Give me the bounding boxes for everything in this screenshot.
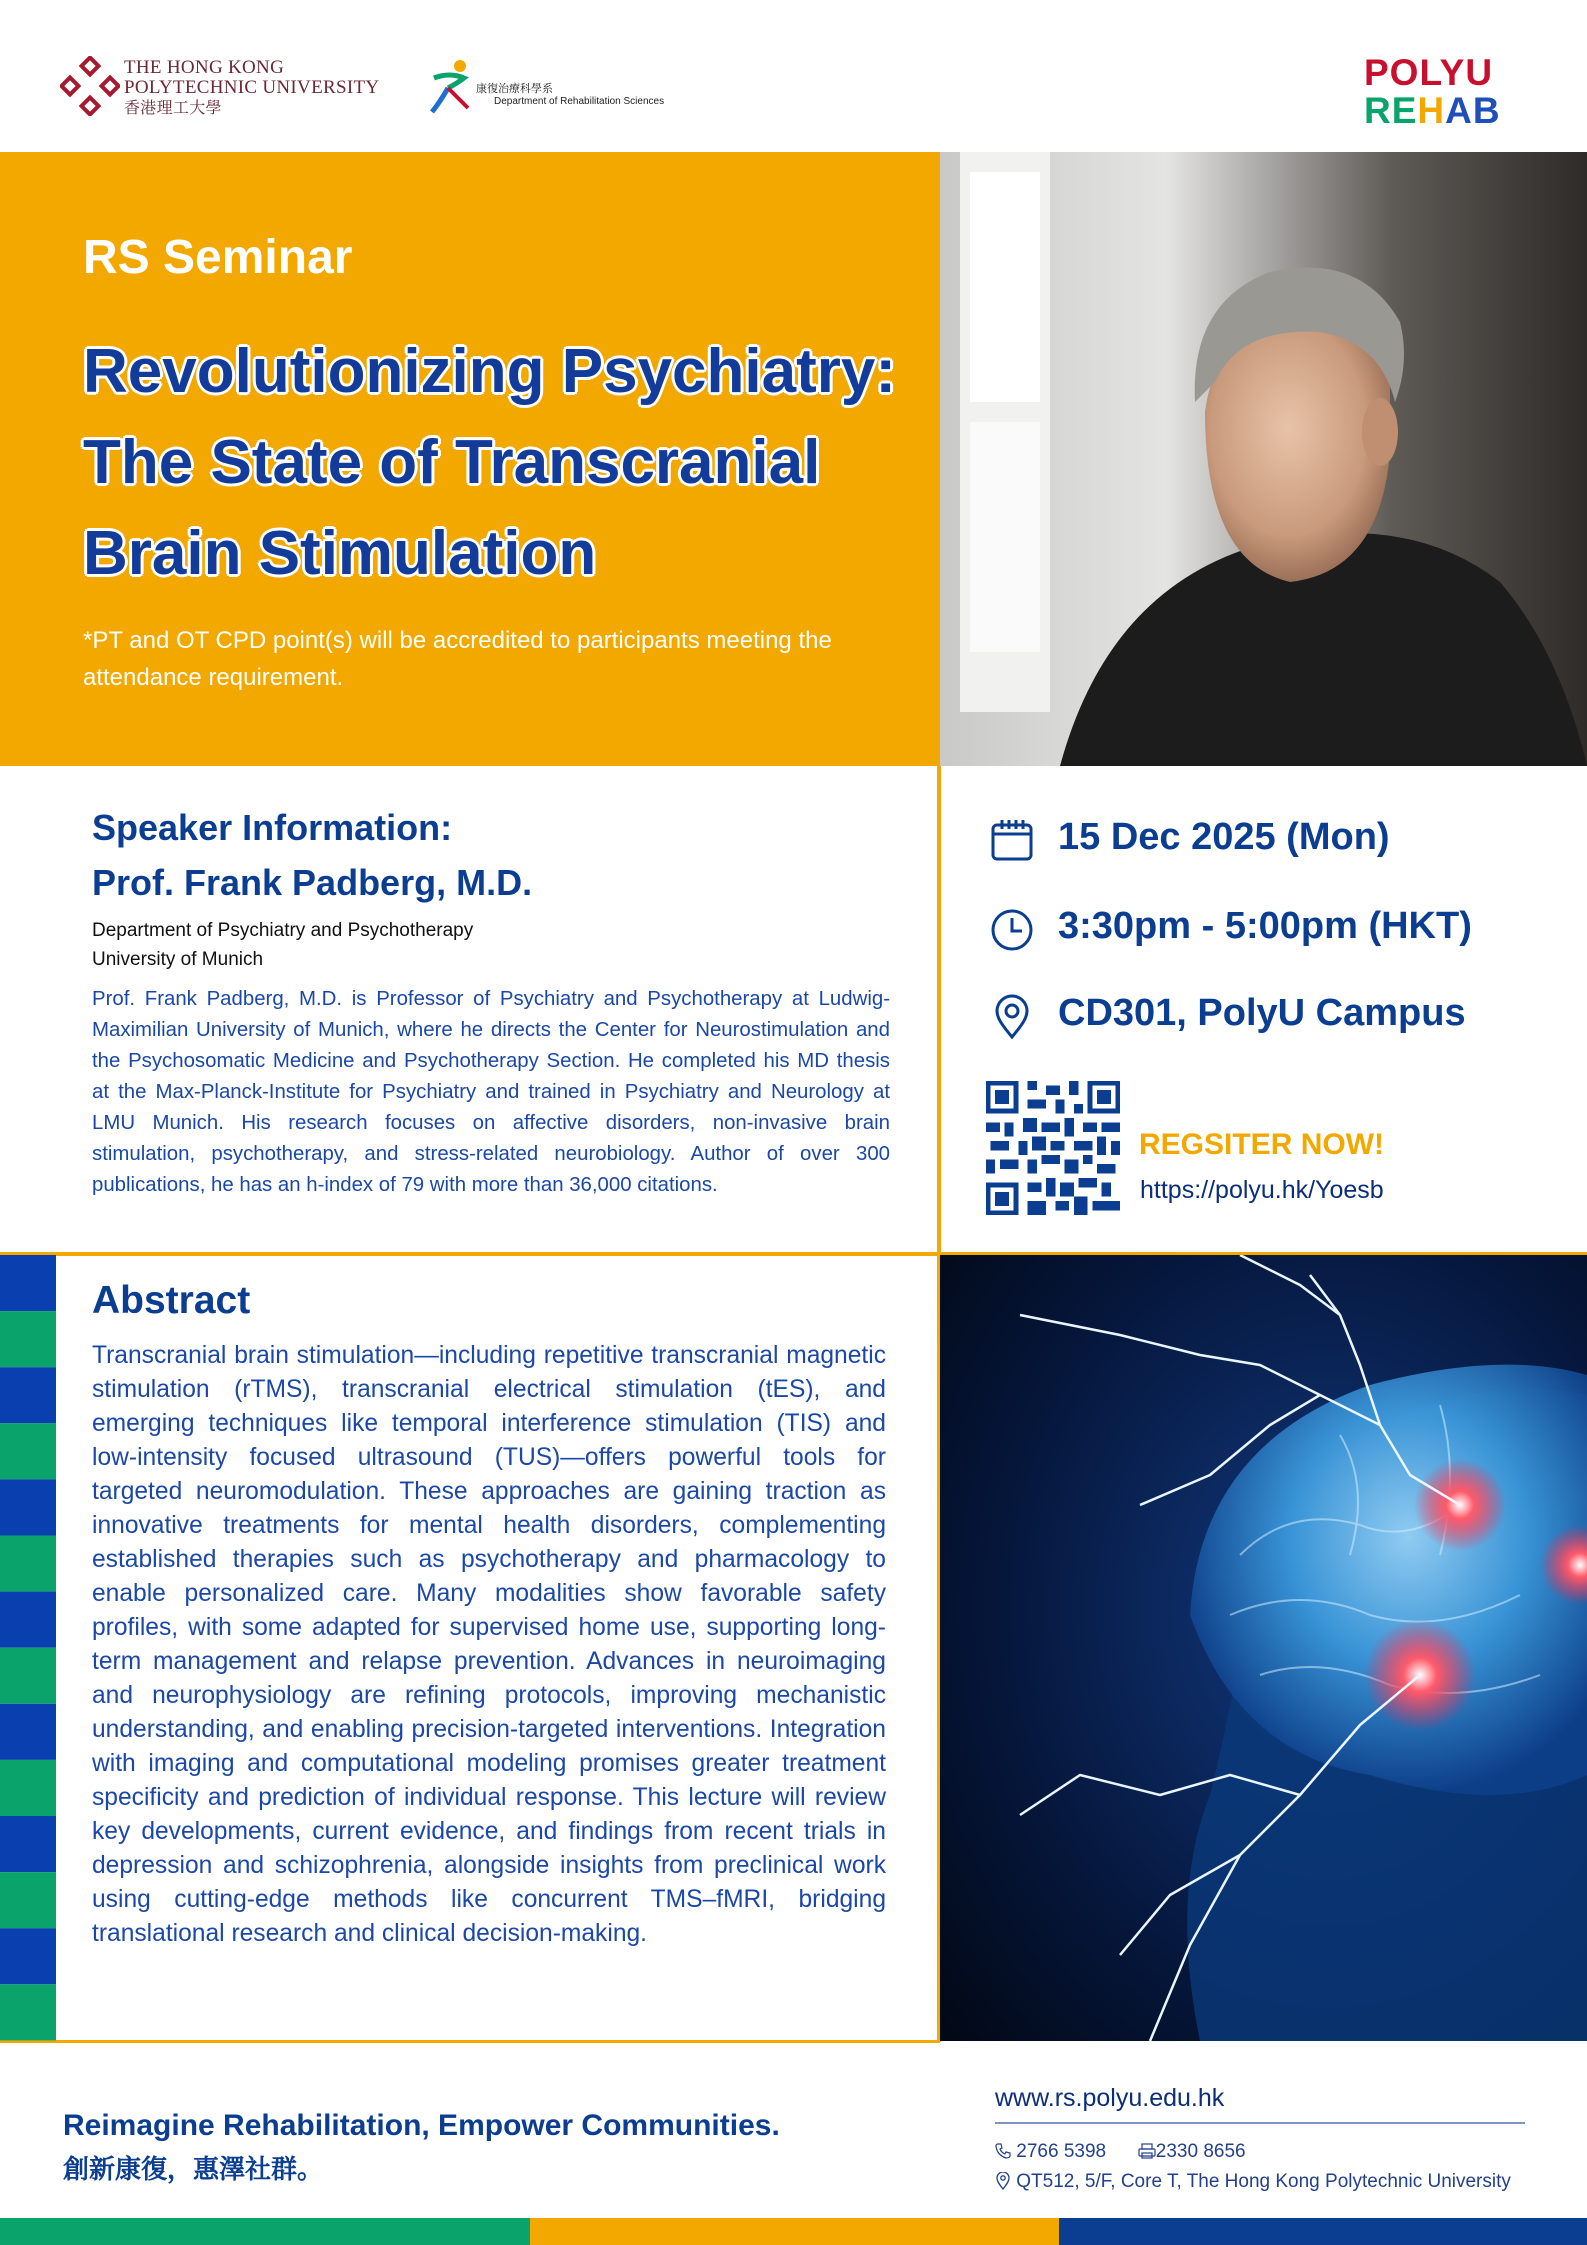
brand-line2 — [1364, 92, 1501, 130]
cpd-note: *PT and OT CPD point(s) will be accredited to participants meeting the attendance requirement. — [83, 627, 832, 691]
location-pin-icon — [995, 2172, 1011, 2190]
speaker-name: Prof. Frank Padberg, M.D. — [92, 862, 533, 903]
seminar-title — [83, 326, 943, 599]
brand-letter: H — [1417, 90, 1446, 131]
title-line: Revolutionizing Psychiatry: — [83, 337, 897, 406]
title-line: The State of Transcranial — [83, 428, 821, 497]
dept-name-en: Department of Rehabilitation Sciences — [494, 96, 665, 107]
clock-icon — [988, 906, 1036, 954]
side-stripe — [0, 1255, 56, 2041]
tagline-en: Reimagine Rehabilitation, Empower Communities. — [63, 2109, 780, 2142]
stripe-block — [0, 1479, 56, 1535]
speaker-university: University of Munich — [92, 949, 264, 970]
speaker-dept: Department of Psychiatry and Psychotherapy — [92, 920, 474, 941]
title-line: Brain Stimulation — [83, 519, 597, 588]
address: QT512, 5/F, Core T, The Hong Kong Polytechnic University — [1016, 2171, 1511, 2192]
contact-phone-row — [995, 2137, 1511, 2167]
event-venue: CD301, PolyU Campus — [1058, 992, 1466, 1034]
fax-icon — [1138, 2143, 1156, 2159]
stripe-block — [0, 1648, 56, 1704]
abstract-heading: Abstract — [92, 1279, 251, 1322]
event-time: 3:30pm - 5:00pm (HKT) — [1058, 905, 1472, 947]
stripe-block — [0, 1311, 56, 1367]
brand-letter: A — [1445, 90, 1473, 131]
speaker-photo — [940, 152, 1587, 766]
footer-bar-green — [0, 2218, 530, 2245]
stripe-block — [0, 1423, 56, 1479]
location-pin-icon — [988, 993, 1036, 1041]
polyu-logo-icon — [60, 56, 120, 116]
seminar-label: RS Seminar — [83, 231, 353, 284]
brain-illustration — [940, 1255, 1587, 2041]
brand-letter: B — [1472, 90, 1501, 131]
website-underline — [995, 2122, 1525, 2124]
stripe-block — [0, 1816, 56, 1872]
contact-address-row — [995, 2167, 1511, 2197]
polyu-name — [124, 58, 379, 118]
abstract-body: Transcranial brain stimulation—including repetitive transcranial magnetic stimulation (rTMS), transcranial electrical stimulation (tES), and emerging techniques like temporal interference stimulation (TIS) and low-intensity focused ultrasound (TUS)—offers powerful tools for targeted neuromodulation. These approaches are gaining traction as innovative treatments for mental health disorders, complementing established therapies such as psychotherapy and pharmacology to enable personalized care. Many modalities show favorable safety profiles, with some adapted for supervised home use, supporting long-term management and relapse prevention. Advances in neuroimaging and neurophysiology are refining protocols, improving mechanistic understanding, and enabling precision-targeted interventions. Integration with imaging and computational modeling promises greater treatment specificity and prediction of individual response. This lecture will review key developments, current evidence, and findings from recent trials in depression and schizophrenia, alongside insights from preclinical work using cutting-edge methods like concurrent TMS–fMRI, bridging translational research and clinical decision-making. — [92, 1342, 886, 1947]
dept-name-cn: 康復治療科學系 — [476, 82, 553, 95]
stripe-block — [0, 1984, 56, 2040]
contact-info — [995, 2137, 1511, 2197]
abstract-bottom-divider — [0, 2040, 940, 2043]
website-link[interactable]: www.rs.polyu.edu.hk — [995, 2084, 1225, 2112]
stripe-block — [0, 1255, 56, 1311]
polyu-name-line1: THE HONG KONG — [124, 57, 285, 78]
qr-code[interactable] — [986, 1081, 1120, 1215]
stripe-block — [0, 1536, 56, 1592]
stripe-block — [0, 1367, 56, 1423]
stripe-block — [0, 1704, 56, 1760]
polyu-name-cn: 香港理工大學 — [124, 98, 222, 117]
polyu-name-line2: POLYTECHNIC UNIVERSITY — [124, 77, 380, 98]
stripe-block — [0, 1760, 56, 1816]
phone-icon — [995, 2143, 1011, 2159]
calendar-icon — [988, 816, 1036, 864]
rs-dept-logo-icon — [426, 58, 476, 118]
polyu-rehab-logo — [1364, 54, 1501, 130]
brand-letter: R — [1364, 90, 1392, 131]
speaker-heading — [92, 800, 532, 910]
stripe-block — [0, 1592, 56, 1648]
speaker-bio: Prof. Frank Padberg, M.D. is Professor of Psychiatry and Psychotherapy at Ludwig-Maximilian University of Munich, where he directs the Center for Neurostimulation and the Psychosomatic Medicine and Psychotherapy Section. He completed his MD thesis at the Max-Planck-Institute for Psychiatry and trained in Psychiatry and Neurology at LMU Munich. His research focuses on affective disorders, non-invasive brain stimulation, psychotherapy, and stress-related neurobiology. Author of over 300 publications, he has an h-index of 79 with more than 36,000 citations. — [92, 988, 890, 1196]
speaker-heading-label: Speaker Information: — [92, 807, 453, 848]
tagline-cn: 創新康復，惠澤社群。 — [63, 2155, 324, 2185]
fax-number: 2330 8656 — [1155, 2141, 1246, 2162]
stripe-block — [0, 1928, 56, 1984]
event-date: 15 Dec 2025 (Mon) — [1058, 816, 1390, 858]
footer-bar-blue — [1059, 2218, 1587, 2245]
phone-number[interactable]: 2766 5398 — [1016, 2141, 1107, 2162]
register-now-label: REGSITER NOW! — [1139, 1128, 1384, 1161]
brand-line1: POLYU — [1364, 52, 1494, 93]
register-link[interactable]: https://polyu.hk/Yoesb — [1140, 1176, 1384, 1204]
stripe-block — [0, 1872, 56, 1928]
brand-letter: E — [1391, 90, 1418, 131]
speaker-affiliation — [92, 916, 473, 974]
footer-bar-gold — [530, 2218, 1059, 2245]
